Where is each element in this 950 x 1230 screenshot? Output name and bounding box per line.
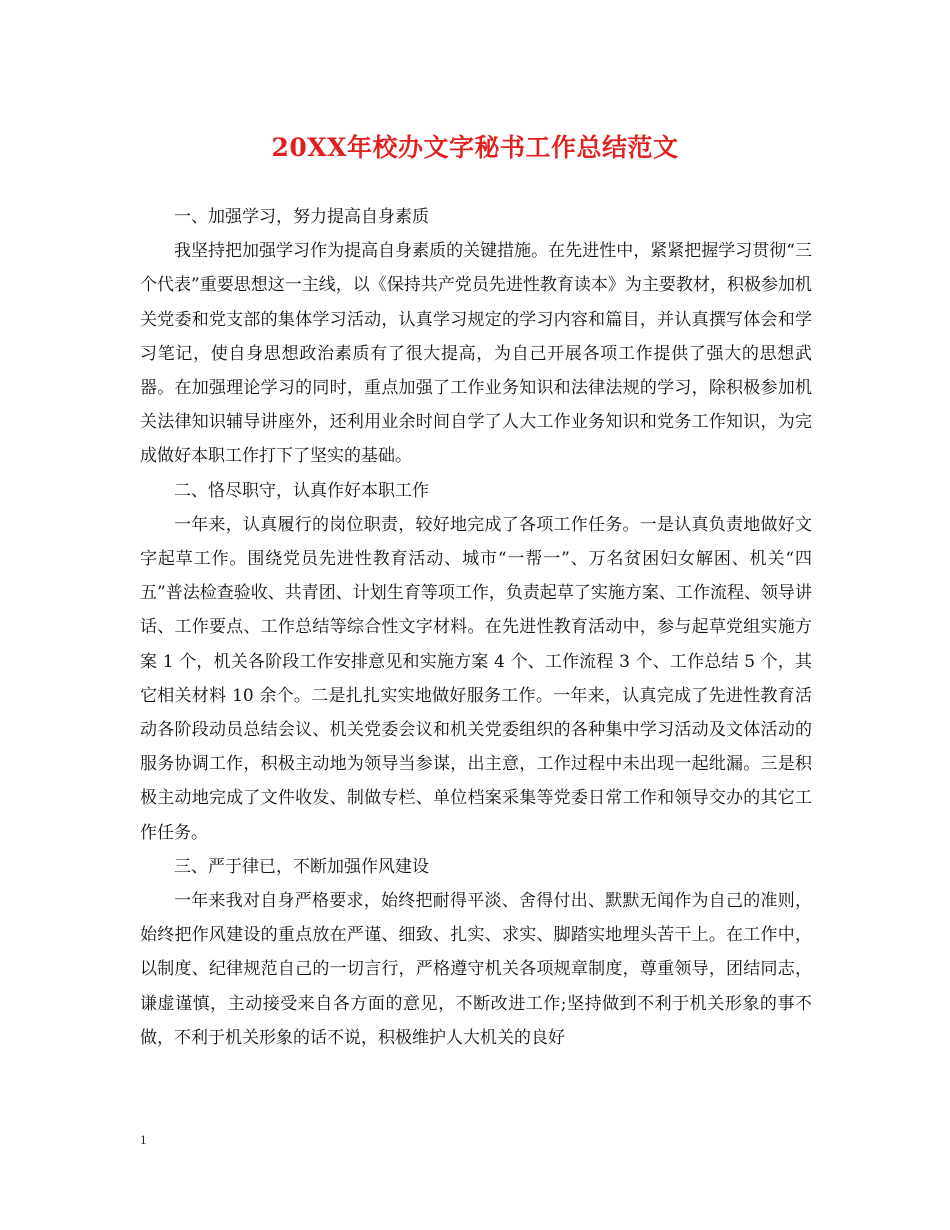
section-paragraph-2: 一年来，认真履行的岗位职责，较好地完成了各项工作任务。一是认真负责地做好文字起草工作。围绕党员先进性教育活动、城市“一帮一”、万名贫困妇女解困、机关“四五”普法检查验收、共青团、计划生育等项工作，负责起草了实施方案、工作流程、领导讲话、工作要点、工作总结等综合性文字材料。在先进性教育活动中，参与起草党组实施方案 1 个，机关各阶段工作安排意见和实施方案 4 个、工作流程 3 个、工作总结 5 个，其它相关材料 10 余个。二是扎扎实实地做好服务工作。一年来，认真完成了先进性教育活动各阶段动员总结会议、机关党委会议和机关党委组织的各种集中学习活动及文体活动的服务协调工作，积极主动地为领导当参谋，出主意，工作过程中未出现一起纰漏。三是积极主动地完成了文件收发、制做专栏、单位档案采集等党委日常工作和领导交办的其它工作任务。 — [140, 514, 812, 843]
document-title: 20XX年校办文字秘书工作总结范文 — [271, 133, 679, 162]
page-number: 1 — [140, 1132, 147, 1147]
section-heading-3: 三、严于律已，不断加强作风建设 — [174, 856, 429, 877]
document-body — [140, 200, 812, 1055]
section-paragraph-1: 我坚持把加强学习作为提高自身素质的关键措施。在先进性中，紧紧把握学习贯彻“三个代表”重要思想这一主线，以《保持共产党员先进性教育读本》为主要教材，积极参加机关党委和党支部的集体学习活动，认真学习规定的学习内容和篇目，并认真撰写体会和学习笔记，使自身思想政治素质有了很大提高，为自己开展各项工作提供了强大的思想武器。在加强理论学习的同时，重点加强了工作业务知识和法律法规的学习，除积极参加机关法律知识辅导讲座外，还利用业余时间自学了人大工作业务知识和党务工作知识，为完成做好本职工作打下了坚实的基础。 — [140, 241, 812, 467]
section-paragraph-3: 一年来我对自身严格要求，始终把耐得平淡、舍得付出、默默无闻作为自己的准则，始终把作风建设的重点放在严谨、细致、扎实、求实、脚踏实地埋头苦干上。在工作中，以制度、纪律规范自己的一切言行，严格遵守机关各项规章制度，尊重领导，团结同志，谦虚谨慎，主动接受来自各方面的意见，不断改进工作;坚持做到不利于机关形象的事不做，不利于机关形象的话不说，积极维护人大机关的良好 — [140, 891, 812, 1048]
section-heading-1: 一、加强学习，努力提高自身素质 — [174, 207, 429, 227]
section-heading-2: 二、恪尽职守，认真作好本职工作 — [174, 480, 429, 501]
